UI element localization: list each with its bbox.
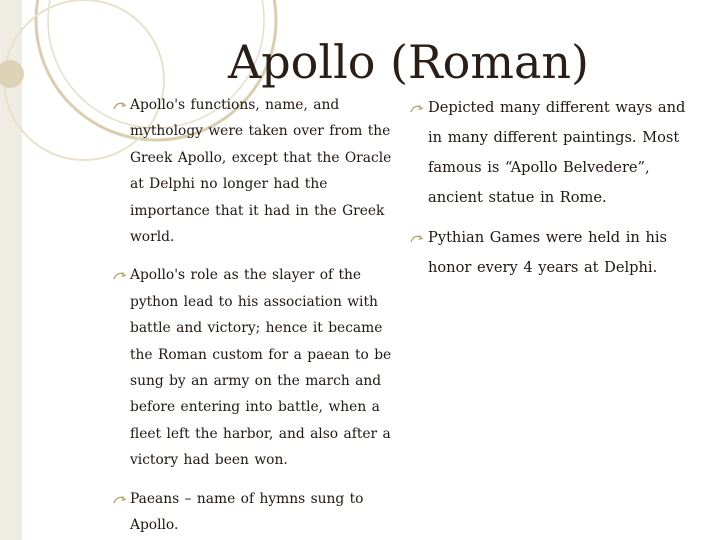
curved-arrow-bullet-icon <box>410 233 424 244</box>
list-item <box>130 92 398 250</box>
list-item <box>130 262 398 473</box>
list-item <box>130 486 398 539</box>
list-item-text: Depicted many different ways and in many different paintings. Most famous is “Apollo Belvedere”, ancient statue in Rome. <box>428 99 686 206</box>
list-item-text: Apollo's role as the slayer of the python lead to his association with battle and victory; hence it became the Roman custom for a paean to be sung by an army on the march and before entering into battle, when a fleet left the harbor, and also after a victory had been won. <box>130 267 392 469</box>
slide-title: Apollo (Roman) <box>228 35 589 89</box>
list-item <box>428 223 700 283</box>
curved-arrow-bullet-icon <box>410 103 424 114</box>
right-bullet-list <box>428 93 700 293</box>
list-item-text: Paeans – name of hymns sung to Apollo. <box>130 490 364 534</box>
left-bullet-list <box>130 92 398 540</box>
list-item-text: Pythian Games were held in his honor every 4 years at Delphi. <box>428 229 668 276</box>
curved-arrow-bullet-icon <box>113 100 127 111</box>
list-item-text: Apollo's functions, name, and mythology were taken over from the Greek Apollo, except that the Oracle at Delphi no longer had the importance that it had in the Greek world. <box>130 97 392 246</box>
dot-decoration <box>0 60 24 88</box>
list-item <box>428 93 700 213</box>
curved-arrow-bullet-icon <box>113 494 127 505</box>
curved-arrow-bullet-icon <box>113 270 127 281</box>
